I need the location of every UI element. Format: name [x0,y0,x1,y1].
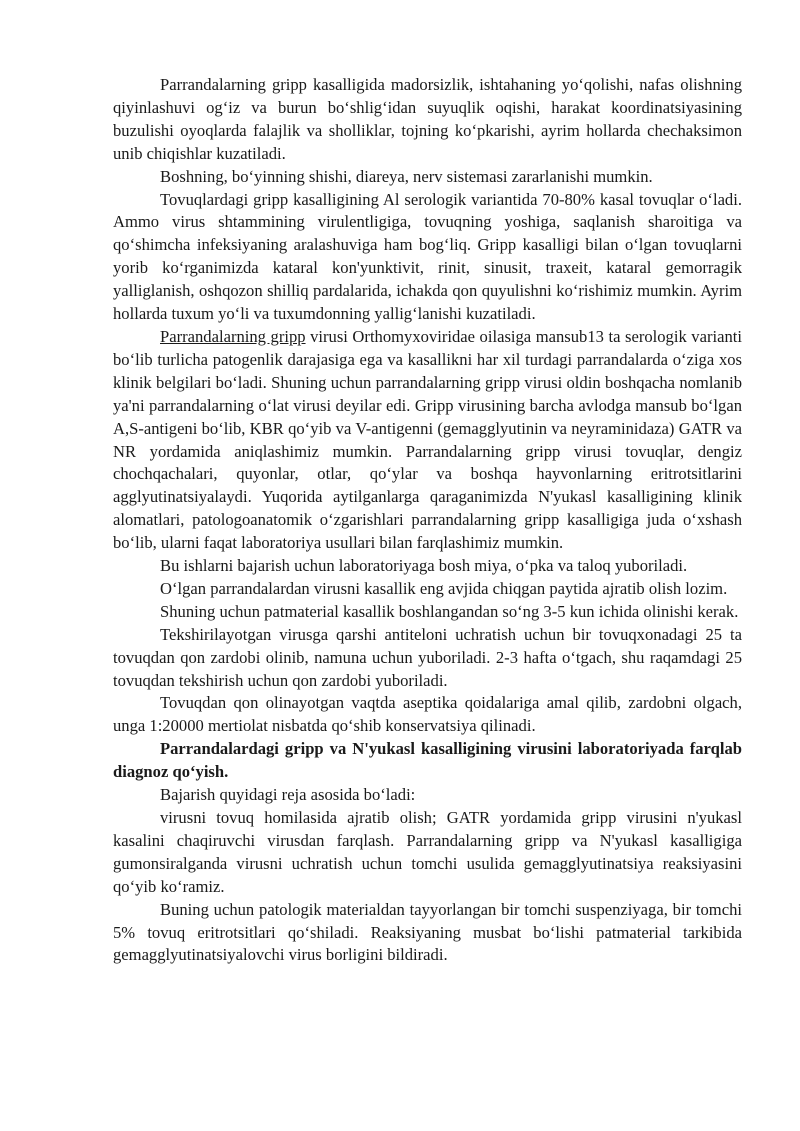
paragraph-drop-method: Buning uchun patologik materialdan tayyorlangan bir tomchi suspenziyaga, bir tomchi 5% tovuq eritrotsitlari qo‘shiladi. Reaksiyaning musbat bo‘lishi patmaterial tarkibida gemagglyutinatsiyalovchi virus borligini bildiradi. [113,899,742,965]
paragraph-collection-days: Shuning uchun patmaterial kasallik boshlangandan so‘ng 3-5 kun ichida olinishi kerak. [160,601,739,621]
paragraph-virus-description-text: virusi Orthomyxoviridae oilasiga mansub13 ta serologik varianti bo‘lib turlicha patogenlik darajasiga ega va kasallikni har xil turdagi parrandalarda o‘ziga xos klinik belgilari bo‘ladi. Shuning uchun parrandalarning gripp virusi oldin boshqacha nomlanib ya'ni parrandalarning o‘lat virusi deyilar edi. Gripp virusining barcha avlodga mansub bo‘lgan A,S-antigeni bo‘lib, KBR qo‘yib va V-antigenni (gemagglyutinin va neyraminidaza) GATR va NR yordamida aniqlashimiz mumkin. Parrandalarning gripp virusi tovuqlar, dengiz chochqachalari, quyonlar, otlar, qo‘ylar va boshqa hayvonlarning eritrotsitlarini agglyutinatsiyalaydi. Yuqorida aytilganlarga qaraganimizda N'yukasl kasalligining klinik alomatlari, patologoanatomik o‘zgarishlari parrandalarning gripp kasalligiga juda o‘xshash bo‘lib, ularni faqat laboratoriya usullari bilan farqlashimiz mumkin. [113,326,742,553]
paragraph-serum-sampling: Tekshirilayotgan virusga qarshi antiteloni uchratish uchun bir tovuqxonadagi 25 ta tovuqdan qon zardobi olinib, namuna uchun yuboriladi. 2-3 hafta o‘tgach, shu raqamdagi 25 tovuqdan tekshirish uchun qon zardobi yuboriladi. [113,624,742,690]
paragraph-plan-steps: virusni tovuq homilasida ajratib olish; GATR yordamida gripp virusini n'yukasl kasalini chaqiruvchi virusdan farqlash. Parrandalarning gripp va N'yukasl kasalligiga gumonsiralganda virusni uchratish uchun tomchi usulida gemagglyutinatsiya reaksiyasini qo‘yib ko‘ramiz. [113,808,742,896]
paragraph-plan-intro: Bajarish quyidagi reja asosida bo‘ladi: [160,785,416,805]
paragraph-symptoms: Parrandalarning gripp kasalligida madorsizlik, ishtahaning yo‘qolishi, nafas olishning qiyinlashuvi og‘iz va burun bo‘shlig‘idan suyuqlik oqishi, harakat koordinatsiyasining buzulishi oyoqlarda falajlik va sholliklar, tojning ko‘pkarishi, ayrim hollarda chechaksimon unib chiqishlar kuzatiladi. [113,75,742,163]
document-page [113,74,742,967]
paragraph-lab-samples: Bu ishlarni bajarish uchun laboratoriyaga bosh miya, o‘pka va taloq yuboriladi. [160,556,688,576]
paragraph-isolation-timing: O‘lgan parrandalardan virusni kasallik eng avjida chiqgan paytida ajratib olish lozim. [160,578,728,598]
paragraph-mortality: Tovuqlardagi gripp kasalligining Al serologik variantida 70-80% kasal tovuqlar o‘ladi. Ammo virus shtammining virulentligiga, tovuqning yoshiga, saqlanish sharoitiga va qo‘shimcha infeksiyaning aralashuviga ham bog‘liq. Gripp kasalligi bilan o‘lgan tovuqlarni yorib ko‘rganimizda kataral kon'yunktivit, rinit, sinusit, traxeit, kataral gemorragik yalliglanish, oshqozon shilliq pardalarida, ichakda qon quyulishni ko‘rishimiz mumkin. Ayrim hollarda tuxum yo‘li va tuxumdonning yallig‘lanishi kuzatiladi. [113,189,742,324]
paragraph-preservation: Tovuqdan qon olinayotgan vaqtda aseptika qoidalariga amal qilib, zardobni olgach, unga 1:20000 mertiolat nisbatda qo‘shib konservatsiya qilinadi. [113,693,742,736]
underlined-term: Parrandalarning gripp [160,326,306,346]
section-heading: Parrandalardagi gripp va N'yukasl kasalligining virusini laboratoriyada farqlab diagnoz qo‘yish. [113,739,742,782]
paragraph-virus-description [113,326,742,555]
paragraph-swelling: Boshning, bo‘yinning shishi, diareya, nerv sistemasi zararlanishi mumkin. [160,166,653,186]
